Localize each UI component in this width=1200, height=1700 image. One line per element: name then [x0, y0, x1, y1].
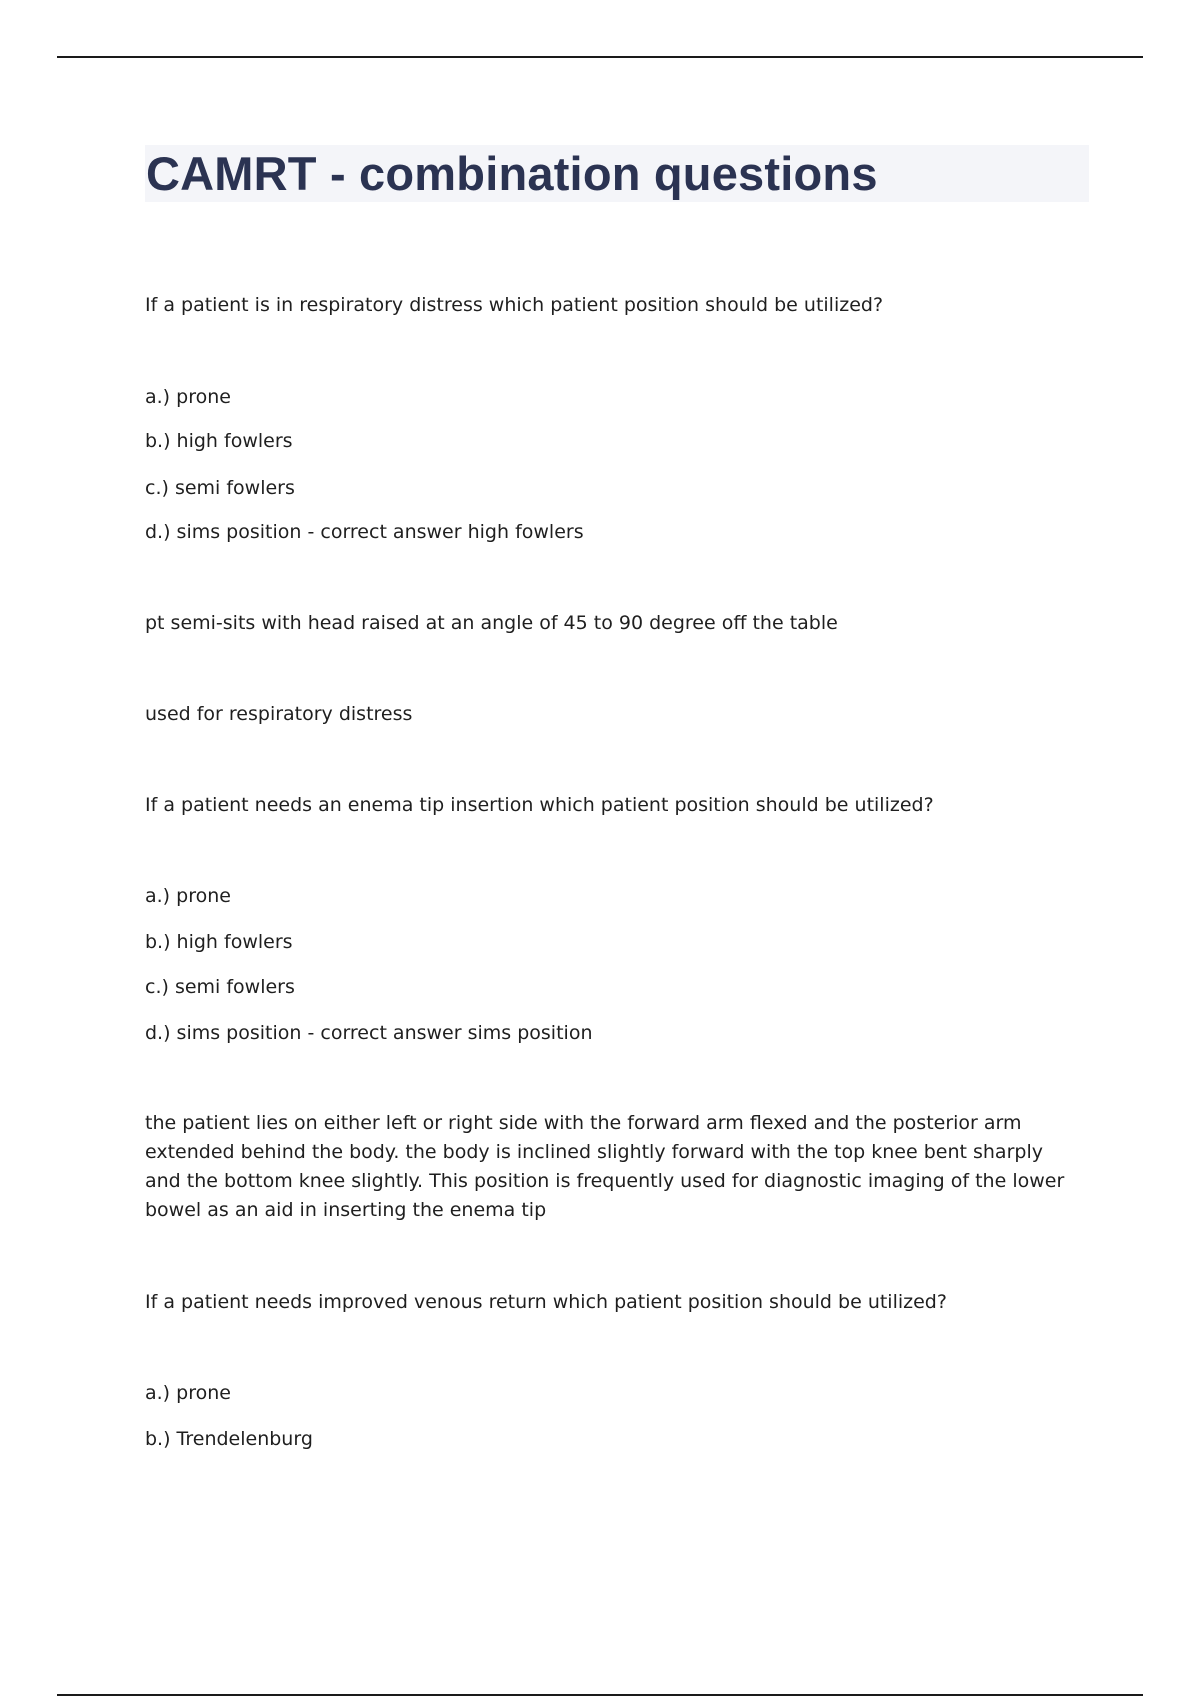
- question-2-option-a: a.) prone: [145, 885, 231, 907]
- question-2-text: If a patient needs an enema tip insertion which patient position should be utilized?: [145, 794, 934, 816]
- page-bottom-rule: [57, 1694, 1143, 1696]
- question-1-option-a: a.) prone: [145, 386, 231, 408]
- question-2-explanation: the patient lies on either left or right side with the forward arm flexed and the posterior arm extended behind the body. the body is inclined slightly forward with the top knee bent sharply and the bottom knee slightly. This position is frequently used for diagnostic imaging of the lower bowel as an aid in inserting the enema tip: [145, 1112, 1065, 1221]
- question-3-text: If a patient needs improved venous return which patient position should be utilized?: [145, 1291, 947, 1313]
- page-title: CAMRT - combination questions: [146, 147, 878, 200]
- question-3-option-b: b.) Trendelenburg: [145, 1428, 313, 1450]
- question-1-explanation-2: used for respiratory distress: [145, 703, 413, 725]
- question-1-option-c: c.) semi fowlers: [145, 477, 295, 499]
- question-1-text: If a patient is in respiratory distress which patient position should be utilized?: [145, 294, 884, 316]
- page-top-rule: [57, 56, 1143, 58]
- question-2-option-b: b.) high fowlers: [145, 931, 293, 953]
- question-2-option-d-answer: d.) sims position - correct answer sims position: [145, 1022, 593, 1044]
- question-1-option-d-answer: d.) sims position - correct answer high fowlers: [145, 521, 584, 543]
- question-1-explanation-1: pt semi-sits with head raised at an angle of 45 to 90 degree off the table: [145, 612, 838, 634]
- question-2-option-c: c.) semi fowlers: [145, 976, 295, 998]
- question-1-option-b: b.) high fowlers: [145, 430, 293, 452]
- question-3-option-a: a.) prone: [145, 1382, 231, 1404]
